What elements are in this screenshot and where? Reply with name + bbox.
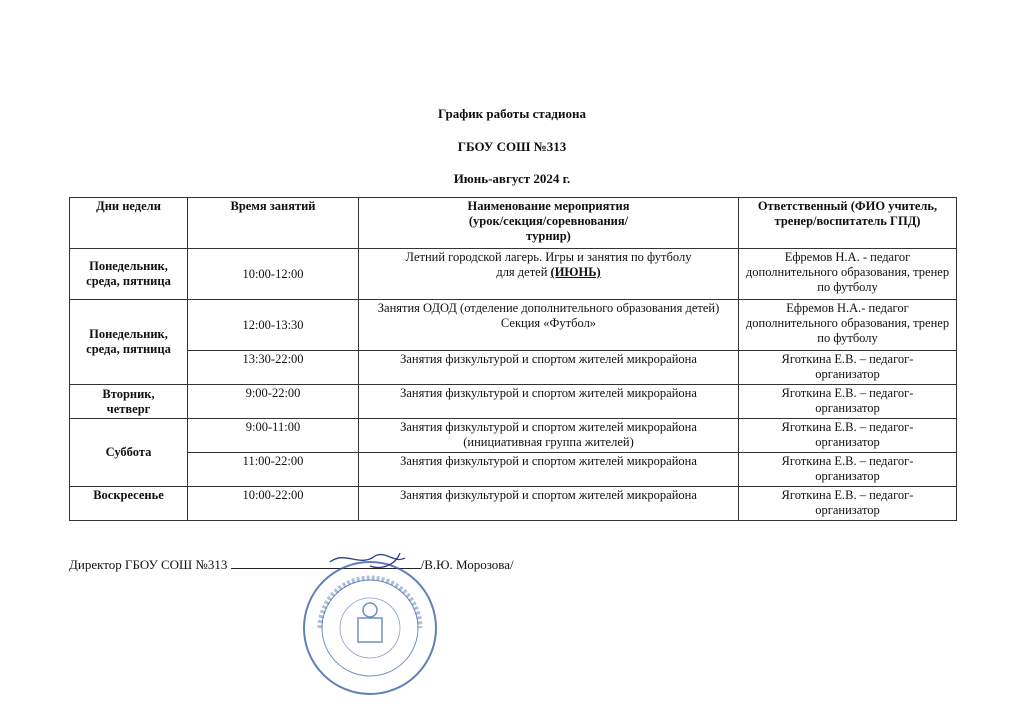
cell-time: 10:00-12:00 xyxy=(188,249,359,300)
cell-days: Суббота xyxy=(70,419,188,487)
cell-event: Занятия ОДОД (отделение дополнительного образования детей) Секция «Футбол» xyxy=(359,300,739,351)
cell-time: 9:00-11:00 xyxy=(188,419,359,453)
cell-time: 12:00-13:30 xyxy=(188,300,359,351)
table-row xyxy=(70,419,957,453)
table-row xyxy=(70,453,957,487)
cell-event: Занятия физкультурой и спортом жителей микрорайона xyxy=(359,453,739,487)
col-header-responsible: Ответственный (ФИО учитель, тренер/воспитатель ГПД) xyxy=(739,198,957,249)
cell-time: 13:30-22:00 xyxy=(188,351,359,385)
handwritten-signature xyxy=(330,553,405,567)
cell-event xyxy=(359,249,739,300)
cell-days: Понедельник, среда, пятница xyxy=(70,300,188,385)
col-header-event: Наименование мероприятия (урок/секция/соревнования/турнир) xyxy=(359,198,739,249)
cell-time: 10:00-22:00 xyxy=(188,487,359,521)
table-row xyxy=(70,351,957,385)
director-name: /В.Ю. Морозова/ xyxy=(420,557,514,572)
period: Июнь-август 2024 г. xyxy=(453,171,571,186)
school-name: ГБОУ СОШ №313 xyxy=(457,139,567,154)
document-title: График работы стадиона xyxy=(438,106,586,121)
official-stamp xyxy=(300,548,445,698)
table-row xyxy=(70,300,957,351)
table-row xyxy=(70,487,957,521)
cell-event: Занятия физкультурой и спортом жителей микрорайона (инициативная группа жителей) xyxy=(359,419,739,453)
cell-event: Занятия физкультурой и спортом жителей микрорайона xyxy=(359,351,739,385)
director-title: Директор ГБОУ СОШ №313 xyxy=(69,557,228,572)
cell-responsible: Яготкина Е.В. – педагог-организатор xyxy=(739,385,957,419)
cell-days: Понедельник, среда, пятница xyxy=(70,249,188,300)
cell-days: Вторник, четверг xyxy=(70,385,188,419)
cell-responsible: Ефремов Н.А.- педагог дополнительного образования, тренер по футболу xyxy=(739,300,957,351)
schedule-table xyxy=(69,197,957,521)
cell-responsible: Яготкина Е.В. – педагог-организатор xyxy=(739,453,957,487)
cell-responsible: Яготкина Е.В. – педагог-организатор xyxy=(739,487,957,521)
cell-responsible: Яготкина Е.В. – педагог-организатор xyxy=(739,419,957,453)
col-header-time: Время занятий xyxy=(188,198,359,249)
table-row xyxy=(70,385,957,419)
event-note: (ИЮНЬ) xyxy=(550,265,601,279)
cell-responsible: Ефремов Н.А. - педагог дополнительного образования, тренер по футболу xyxy=(739,249,957,300)
table-header-row xyxy=(70,198,957,249)
signature-line xyxy=(69,556,514,573)
cell-time: 11:00-22:00 xyxy=(188,453,359,487)
cell-event: Занятия физкультурой и спортом жителей микрорайона xyxy=(359,487,739,521)
cell-responsible: Яготкина Е.В. – педагог-организатор xyxy=(739,351,957,385)
cell-event: Занятия физкультурой и спортом жителей микрорайона xyxy=(359,385,739,419)
event-text: Летний городской лагерь. Игры и занятия по футболу для детей xyxy=(405,250,692,279)
table-row xyxy=(70,249,957,300)
cell-time: 9:00-22:00 xyxy=(188,385,359,419)
cell-days: Воскресенье xyxy=(70,487,188,521)
col-header-days: Дни недели xyxy=(70,198,188,249)
